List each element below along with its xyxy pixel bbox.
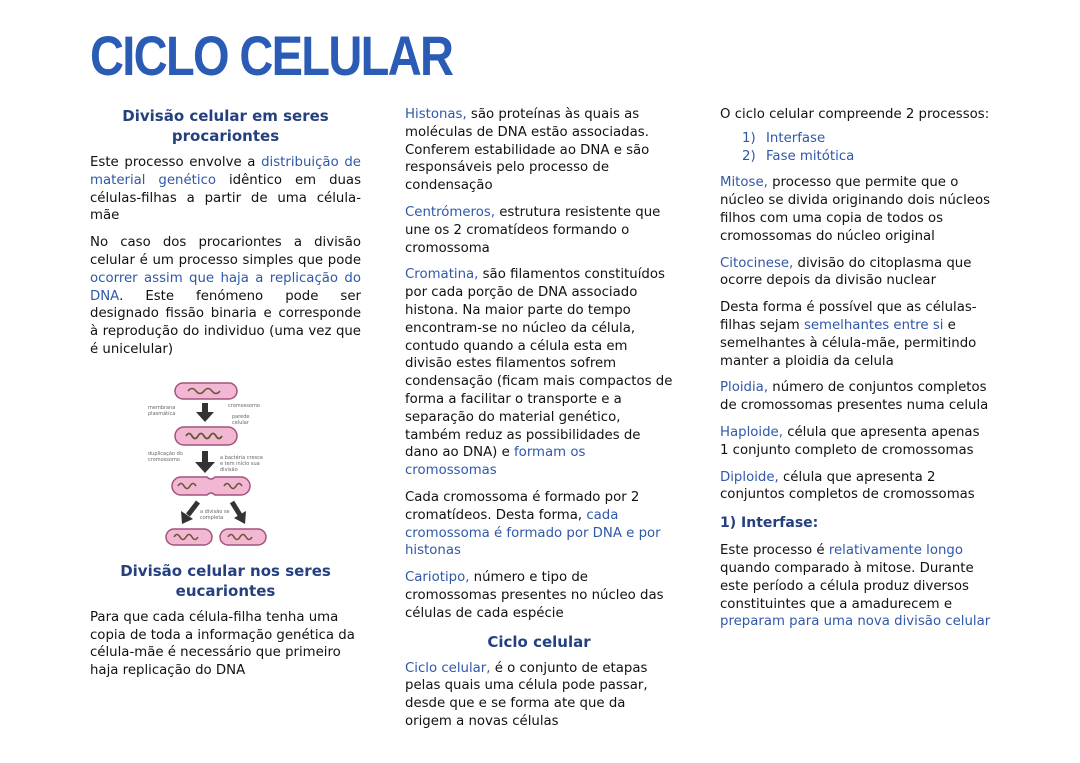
process-list (720, 130, 992, 166)
list-number: 1) (742, 130, 756, 146)
highlight-text: relativamente longo (828, 543, 963, 559)
definition-centromeros (405, 204, 673, 257)
figure-label-bacteria: a bactéria cresce e tem início sua divisão (220, 454, 263, 473)
definition-mitose (720, 174, 992, 245)
definition-haploide (720, 424, 992, 460)
column-1 (90, 106, 361, 689)
text: processo que permite que o núcleo se divida originando dois núcleos filhos com uma copia de todos os cromossomas do núcleo original (720, 175, 991, 244)
definition-histonas (405, 106, 673, 195)
paragraph-eucariontes: Para que cada célula-filha tenha uma copia de toda a informação genética da célula-mãe é necessário que primeiro haja replicação do DNA (90, 609, 355, 679)
highlight-text: ocorrer assim que haja a replicação do DNA (90, 270, 361, 304)
text: divisão do citoplasma que ocorre depois da divisão nuclear (720, 255, 972, 289)
heading-procariontes: Divisão celular em seres procariontes (122, 107, 329, 145)
paragraph-interfase (720, 542, 992, 631)
process-list-item (720, 148, 992, 166)
figure-label-parede: parede celular (232, 413, 250, 426)
highlight-text: formam os cromossomas (405, 445, 586, 479)
term-cariotipo: Cariotipo, (405, 570, 470, 586)
text: número e tipo de cromossomas presentes no núcleo das células de cada espécie (405, 570, 664, 621)
list-number: 2) (742, 148, 756, 164)
page-title: CICLO CELULAR (90, 24, 453, 87)
term-centromeros: Centrómeros, (405, 204, 496, 220)
text: . Este fenómeno pode ser designado fissão binaria e corresponde à reprodução do individuo (uma vez que é unicelular) (90, 288, 361, 357)
term-cromatina: Cromatina, (405, 267, 479, 283)
text: Cada cromossoma é formado por 2 cromatídeos. Desta forma, (405, 489, 640, 523)
binary-fission-figure (148, 381, 272, 549)
text: estrutura resistente que une os 2 cromatídeos formando o cromossoma (405, 204, 661, 256)
text: Este processo envolve a (90, 155, 262, 170)
text: célula que apresenta 2 conjuntos completos de cromossomas (720, 469, 975, 503)
column-3 (720, 106, 992, 640)
text: célula que apresenta apenas 1 conjunto completo de cromossomas (720, 424, 980, 458)
term-diploide: Diploide, (720, 469, 779, 485)
term-haploide: Haploide, (720, 424, 783, 440)
paragraph-procariontes-intro (90, 154, 361, 225)
highlight-text: cada cromossoma é formado por DNA e por histonas (405, 507, 661, 559)
highlight-text: semelhantes entre si (803, 317, 944, 333)
paragraph-ciclo-intro: O ciclo celular compreende 2 processos: (720, 107, 990, 122)
term-ploidia: Ploidia, (720, 380, 769, 396)
text: No caso dos procariontes a divisão celular é um processo simples que pode (90, 235, 361, 268)
list-label: Interfase (766, 130, 826, 146)
definition-citocinese (720, 255, 992, 291)
figure-label-divisao: a divisão se completa (200, 508, 230, 521)
figure-label-duplicacao: duplicação do cromossomo (148, 450, 183, 463)
text: e semelhantes à célula-mãe, permitindo manter a ploidia da celula (720, 317, 977, 369)
definition-cromatina (405, 266, 673, 480)
definition-cariotipo (405, 569, 673, 622)
paragraph-celulas-filhas (720, 299, 992, 370)
term-citocinese: Citocinese, (720, 255, 794, 271)
term-mitose: Mitose, (720, 175, 768, 191)
highlight-text: distribuição de material genético (90, 155, 361, 188)
definition-ploidia (720, 379, 992, 415)
paragraph-procariontes-fissao (90, 234, 361, 359)
text: idêntico em duas células-filhas a partir de uma célula-mãe (90, 172, 362, 224)
definition-diploide (720, 469, 992, 505)
paragraph-cromossoma (405, 489, 673, 560)
heading-ciclo-celular: Ciclo celular (487, 632, 591, 651)
text: é o conjunto de etapas pelas quais uma célula pode passar, desde que e se forma ate que da origem a novas células (405, 660, 648, 729)
term-ciclo-celular: Ciclo celular, (405, 660, 491, 676)
highlight-text: preparam para uma nova divisão celular (720, 614, 991, 630)
heading-interfase: 1) Interfase: (720, 515, 819, 532)
figure-label-membrana: membrana plasmática (148, 404, 176, 417)
figure-label-cromossomo: cromossomo (228, 402, 260, 409)
text: são filamentos constituídos por cada porção de DNA associado histona. Na maior parte do tempo encontram-se no núcleo da célula, contudo quando a célula esta em divisão estes filamentos sofrem condensação (ficam mais compactos de forma a facilitar o transporte e a separação do material genético, também reduz as possibilidades de dano ao DNA) e (405, 267, 673, 461)
term-histonas: Histonas, (405, 107, 467, 122)
text: quando comparado à mitose. Durante este período a célula produz diversos constituintes que a amadurecem e (720, 560, 974, 612)
definition-ciclo-celular (405, 660, 673, 731)
heading-eucariontes: Divisão celular nos seres eucariontes (120, 561, 331, 600)
text: número de conjuntos completos de cromossomas presentes numa celula (720, 380, 989, 414)
text: Desta forma é possível que as células-filhas sejam (720, 300, 977, 333)
text: são proteínas às quais as moléculas de DNA estão associadas. Conferem estabilidade ao DNA e são responsáveis pelo processo de condensação (405, 107, 650, 194)
list-label: Fase mitótica (766, 148, 855, 164)
text: Este processo é (720, 543, 829, 559)
column-2 (405, 106, 673, 740)
process-list-item (720, 130, 992, 148)
